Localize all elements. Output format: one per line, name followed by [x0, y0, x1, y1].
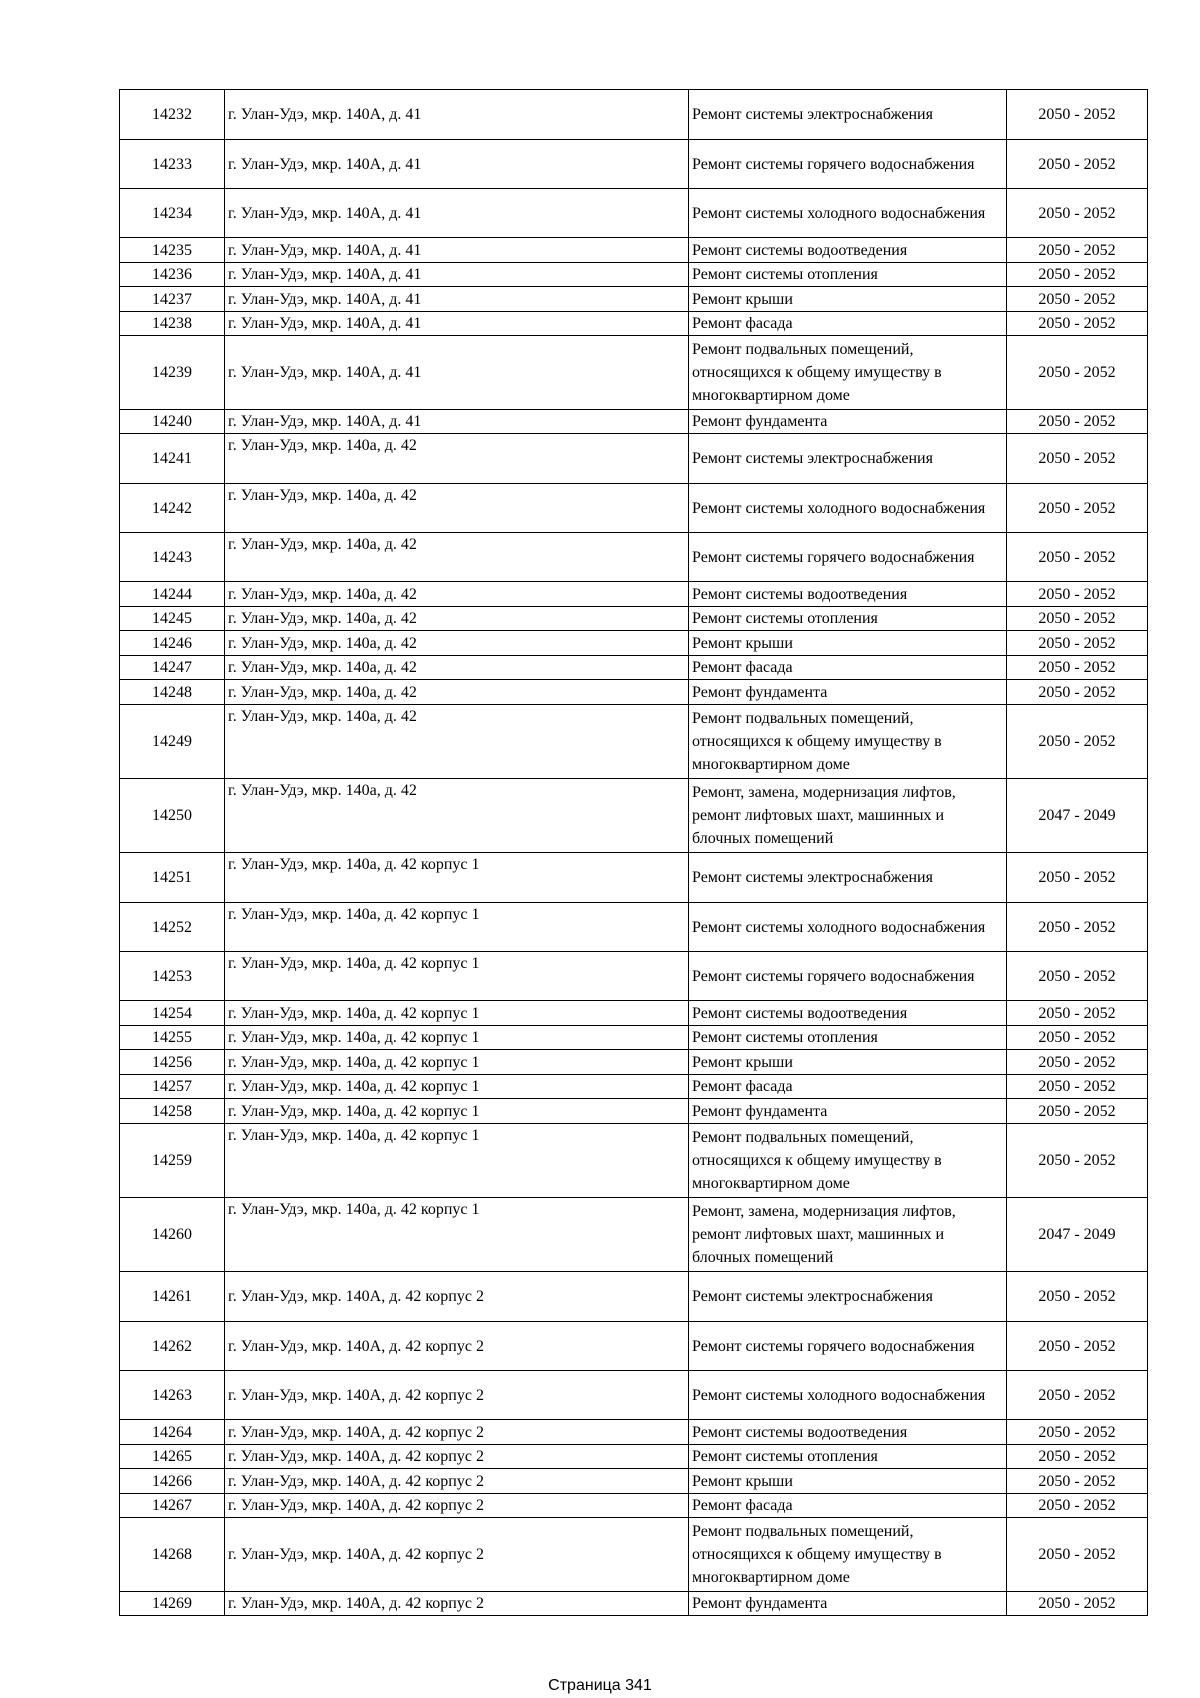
row-address: г. Улан-Удэ, мкр. 140а, д. 42	[225, 779, 689, 853]
table-row	[120, 1371, 1148, 1420]
row-work-type: Ремонт системы горячего водоснабжения	[689, 1322, 1007, 1371]
row-work-type: Ремонт фасада	[689, 1075, 1007, 1099]
row-period: 2047 - 2049	[1007, 1198, 1148, 1272]
table-row	[120, 705, 1148, 779]
row-period: 2050 - 2052	[1007, 607, 1148, 631]
row-period: 2050 - 2052	[1007, 312, 1148, 336]
row-work-type: Ремонт подвальных помещений, относящихся к общему имуществу в многоквартирном доме	[689, 1124, 1007, 1198]
row-period: 2050 - 2052	[1007, 705, 1148, 779]
row-number: 14269	[120, 1592, 225, 1616]
row-address: г. Улан-Удэ, мкр. 140а, д. 42 корпус 1	[225, 1099, 689, 1124]
row-period: 2050 - 2052	[1007, 1469, 1148, 1494]
row-number: 14252	[120, 903, 225, 952]
row-period: 2050 - 2052	[1007, 238, 1148, 263]
row-number: 14239	[120, 336, 225, 410]
row-number: 14235	[120, 238, 225, 263]
table-row	[120, 238, 1148, 263]
row-address: г. Улан-Удэ, мкр. 140А, д. 41	[225, 336, 689, 410]
row-address: г. Улан-Удэ, мкр. 140А, д. 41	[225, 189, 689, 238]
row-period: 2050 - 2052	[1007, 1322, 1148, 1371]
row-work-type: Ремонт подвальных помещений, относящихся к общему имуществу в многоквартирном доме	[689, 1518, 1007, 1592]
row-number: 14267	[120, 1494, 225, 1518]
row-work-type: Ремонт системы отопления	[689, 1445, 1007, 1469]
row-address: г. Улан-Удэ, мкр. 140а, д. 42 корпус 1	[225, 1124, 689, 1198]
row-period: 2050 - 2052	[1007, 90, 1148, 140]
row-period: 2050 - 2052	[1007, 287, 1148, 312]
row-period: 2050 - 2052	[1007, 336, 1148, 410]
row-address: г. Улан-Удэ, мкр. 140А, д. 41	[225, 410, 689, 434]
row-work-type: Ремонт, замена, модернизация лифтов, ремонт лифтовых шахт, машинных и блочных помещений	[689, 779, 1007, 853]
row-number: 14237	[120, 287, 225, 312]
row-number: 14236	[120, 263, 225, 287]
table-row	[120, 140, 1148, 189]
table-row	[120, 434, 1148, 484]
row-number: 14241	[120, 434, 225, 484]
table-row	[120, 903, 1148, 952]
row-address: г. Улан-Удэ, мкр. 140А, д. 42 корпус 2	[225, 1322, 689, 1371]
row-period: 2050 - 2052	[1007, 853, 1148, 903]
row-period: 2050 - 2052	[1007, 484, 1148, 533]
table-row	[120, 1050, 1148, 1075]
row-number: 14254	[120, 1001, 225, 1026]
row-period: 2050 - 2052	[1007, 434, 1148, 484]
row-work-type: Ремонт крыши	[689, 1469, 1007, 1494]
table-row	[120, 779, 1148, 853]
table-row	[120, 189, 1148, 238]
row-number: 14258	[120, 1099, 225, 1124]
row-period: 2050 - 2052	[1007, 680, 1148, 705]
row-work-type: Ремонт системы холодного водоснабжения	[689, 903, 1007, 952]
table-row	[120, 287, 1148, 312]
row-address: г. Улан-Удэ, мкр. 140а, д. 42	[225, 484, 689, 533]
row-number: 14238	[120, 312, 225, 336]
row-number: 14250	[120, 779, 225, 853]
row-address: г. Улан-Удэ, мкр. 140а, д. 42 корпус 1	[225, 903, 689, 952]
row-period: 2050 - 2052	[1007, 1075, 1148, 1099]
table-row	[120, 410, 1148, 434]
row-period: 2050 - 2052	[1007, 1371, 1148, 1420]
row-work-type: Ремонт, замена, модернизация лифтов, ремонт лифтовых шахт, машинных и блочных помещений	[689, 1198, 1007, 1272]
row-work-type: Ремонт крыши	[689, 631, 1007, 656]
row-address: г. Улан-Удэ, мкр. 140А, д. 42 корпус 2	[225, 1518, 689, 1592]
row-work-type: Ремонт системы отопления	[689, 607, 1007, 631]
table-row	[120, 631, 1148, 656]
row-period: 2050 - 2052	[1007, 903, 1148, 952]
row-address: г. Улан-Удэ, мкр. 140а, д. 42 корпус 1	[225, 1198, 689, 1272]
row-number: 14268	[120, 1518, 225, 1592]
row-number: 14248	[120, 680, 225, 705]
table-row	[120, 656, 1148, 680]
row-number: 14232	[120, 90, 225, 140]
row-number: 14255	[120, 1026, 225, 1050]
row-work-type: Ремонт подвальных помещений, относящихся к общему имуществу в многоквартирном доме	[689, 705, 1007, 779]
row-number: 14264	[120, 1420, 225, 1445]
table-row	[120, 1026, 1148, 1050]
table-row	[120, 90, 1148, 140]
table-row	[120, 1198, 1148, 1272]
row-address: г. Улан-Удэ, мкр. 140А, д. 42 корпус 2	[225, 1420, 689, 1445]
row-number: 14247	[120, 656, 225, 680]
row-address: г. Улан-Удэ, мкр. 140а, д. 42 корпус 1	[225, 1001, 689, 1026]
row-period: 2050 - 2052	[1007, 263, 1148, 287]
row-number: 14249	[120, 705, 225, 779]
row-number: 14243	[120, 533, 225, 582]
table-row	[120, 1272, 1148, 1322]
row-work-type: Ремонт фундамента	[689, 1592, 1007, 1616]
row-period: 2050 - 2052	[1007, 1494, 1148, 1518]
row-number: 14262	[120, 1322, 225, 1371]
table-row	[120, 1420, 1148, 1445]
table-row	[120, 484, 1148, 533]
row-number: 14266	[120, 1469, 225, 1494]
row-period: 2050 - 2052	[1007, 1124, 1148, 1198]
row-number: 14244	[120, 582, 225, 607]
row-number: 14260	[120, 1198, 225, 1272]
row-work-type: Ремонт системы электроснабжения	[689, 90, 1007, 140]
row-number: 14242	[120, 484, 225, 533]
table-row	[120, 582, 1148, 607]
row-address: г. Улан-Удэ, мкр. 140А, д. 42 корпус 2	[225, 1272, 689, 1322]
table-row	[120, 1445, 1148, 1469]
table-row	[120, 1592, 1148, 1616]
row-address: г. Улан-Удэ, мкр. 140А, д. 41	[225, 287, 689, 312]
row-address: г. Улан-Удэ, мкр. 140А, д. 42 корпус 2	[225, 1445, 689, 1469]
row-work-type: Ремонт системы горячего водоснабжения	[689, 952, 1007, 1001]
row-period: 2050 - 2052	[1007, 533, 1148, 582]
row-work-type: Ремонт системы водоотведения	[689, 582, 1007, 607]
table-row	[120, 1518, 1148, 1592]
row-period: 2050 - 2052	[1007, 1445, 1148, 1469]
row-work-type: Ремонт системы отопления	[689, 263, 1007, 287]
row-number: 14253	[120, 952, 225, 1001]
row-work-type: Ремонт системы горячего водоснабжения	[689, 140, 1007, 189]
table-body	[120, 90, 1148, 1616]
row-period: 2050 - 2052	[1007, 1592, 1148, 1616]
row-period: 2050 - 2052	[1007, 582, 1148, 607]
row-work-type: Ремонт системы водоотведения	[689, 238, 1007, 263]
row-address: г. Улан-Удэ, мкр. 140а, д. 42	[225, 607, 689, 631]
repair-schedule-table	[119, 89, 1148, 1616]
row-address: г. Улан-Удэ, мкр. 140А, д. 42 корпус 2	[225, 1371, 689, 1420]
row-work-type: Ремонт системы горячего водоснабжения	[689, 533, 1007, 582]
table-row	[120, 1124, 1148, 1198]
row-address: г. Улан-Удэ, мкр. 140а, д. 42 корпус 1	[225, 1026, 689, 1050]
row-number: 14259	[120, 1124, 225, 1198]
row-address: г. Улан-Удэ, мкр. 140А, д. 41	[225, 238, 689, 263]
row-period: 2050 - 2052	[1007, 1026, 1148, 1050]
row-work-type: Ремонт системы холодного водоснабжения	[689, 189, 1007, 238]
row-number: 14234	[120, 189, 225, 238]
row-address: г. Улан-Удэ, мкр. 140а, д. 42	[225, 680, 689, 705]
row-period: 2050 - 2052	[1007, 1420, 1148, 1445]
row-period: 2050 - 2052	[1007, 1518, 1148, 1592]
table-row	[120, 1469, 1148, 1494]
row-period: 2050 - 2052	[1007, 140, 1148, 189]
row-work-type: Ремонт системы холодного водоснабжения	[689, 484, 1007, 533]
table-row	[120, 263, 1148, 287]
row-number: 14233	[120, 140, 225, 189]
row-number: 14265	[120, 1445, 225, 1469]
row-address: г. Улан-Удэ, мкр. 140а, д. 42	[225, 582, 689, 607]
row-address: г. Улан-Удэ, мкр. 140А, д. 41	[225, 140, 689, 189]
table-row	[120, 853, 1148, 903]
row-work-type: Ремонт крыши	[689, 287, 1007, 312]
row-address: г. Улан-Удэ, мкр. 140А, д. 41	[225, 312, 689, 336]
row-number: 14245	[120, 607, 225, 631]
row-number: 14263	[120, 1371, 225, 1420]
row-address: г. Улан-Удэ, мкр. 140а, д. 42	[225, 656, 689, 680]
row-work-type: Ремонт фасада	[689, 656, 1007, 680]
row-address: г. Улан-Удэ, мкр. 140а, д. 42 корпус 1	[225, 1075, 689, 1099]
row-number: 14261	[120, 1272, 225, 1322]
row-address: г. Улан-Удэ, мкр. 140а, д. 42 корпус 1	[225, 1050, 689, 1075]
row-work-type: Ремонт фасада	[689, 1494, 1007, 1518]
row-work-type: Ремонт фундамента	[689, 680, 1007, 705]
row-period: 2050 - 2052	[1007, 1099, 1148, 1124]
table-row	[120, 1099, 1148, 1124]
table-row	[120, 1001, 1148, 1026]
row-address: г. Улан-Удэ, мкр. 140а, д. 42 корпус 1	[225, 853, 689, 903]
row-address: г. Улан-Удэ, мкр. 140А, д. 41	[225, 263, 689, 287]
row-address: г. Улан-Удэ, мкр. 140а, д. 42	[225, 533, 689, 582]
row-period: 2050 - 2052	[1007, 656, 1148, 680]
row-work-type: Ремонт системы электроснабжения	[689, 434, 1007, 484]
row-period: 2050 - 2052	[1007, 189, 1148, 238]
row-work-type: Ремонт системы холодного водоснабжения	[689, 1371, 1007, 1420]
table-row	[120, 336, 1148, 410]
row-address: г. Улан-Удэ, мкр. 140А, д. 42 корпус 2	[225, 1469, 689, 1494]
row-period: 2050 - 2052	[1007, 410, 1148, 434]
table-row	[120, 312, 1148, 336]
row-period: 2050 - 2052	[1007, 952, 1148, 1001]
row-period: 2050 - 2052	[1007, 631, 1148, 656]
row-number: 14256	[120, 1050, 225, 1075]
row-work-type: Ремонт системы водоотведения	[689, 1420, 1007, 1445]
page-number: Страница 341	[548, 1677, 652, 1694]
row-work-type: Ремонт системы отопления	[689, 1026, 1007, 1050]
row-address: г. Улан-Удэ, мкр. 140а, д. 42	[225, 631, 689, 656]
row-number: 14257	[120, 1075, 225, 1099]
table-row	[120, 952, 1148, 1001]
row-work-type: Ремонт системы электроснабжения	[689, 1272, 1007, 1322]
table-row	[120, 607, 1148, 631]
row-work-type: Ремонт системы водоотведения	[689, 1001, 1007, 1026]
row-work-type: Ремонт крыши	[689, 1050, 1007, 1075]
row-work-type: Ремонт фундамента	[689, 1099, 1007, 1124]
row-address: г. Улан-Удэ, мкр. 140А, д. 42 корпус 2	[225, 1494, 689, 1518]
row-address: г. Улан-Удэ, мкр. 140а, д. 42 корпус 1	[225, 952, 689, 1001]
table-row	[120, 1322, 1148, 1371]
row-number: 14240	[120, 410, 225, 434]
row-work-type: Ремонт системы электроснабжения	[689, 853, 1007, 903]
row-address: г. Улан-Удэ, мкр. 140А, д. 42 корпус 2	[225, 1592, 689, 1616]
row-work-type: Ремонт фундамента	[689, 410, 1007, 434]
row-period: 2050 - 2052	[1007, 1001, 1148, 1026]
table-row	[120, 533, 1148, 582]
row-period: 2050 - 2052	[1007, 1050, 1148, 1075]
table-row	[120, 1494, 1148, 1518]
row-work-type: Ремонт фасада	[689, 312, 1007, 336]
row-number: 14251	[120, 853, 225, 903]
table-row	[120, 1075, 1148, 1099]
table-row	[120, 680, 1148, 705]
row-address: г. Улан-Удэ, мкр. 140а, д. 42	[225, 705, 689, 779]
row-period: 2050 - 2052	[1007, 1272, 1148, 1322]
row-period: 2047 - 2049	[1007, 779, 1148, 853]
row-work-type: Ремонт подвальных помещений, относящихся к общему имуществу в многоквартирном доме	[689, 336, 1007, 410]
row-address: г. Улан-Удэ, мкр. 140А, д. 41	[225, 90, 689, 140]
row-number: 14246	[120, 631, 225, 656]
row-address: г. Улан-Удэ, мкр. 140а, д. 42	[225, 434, 689, 484]
